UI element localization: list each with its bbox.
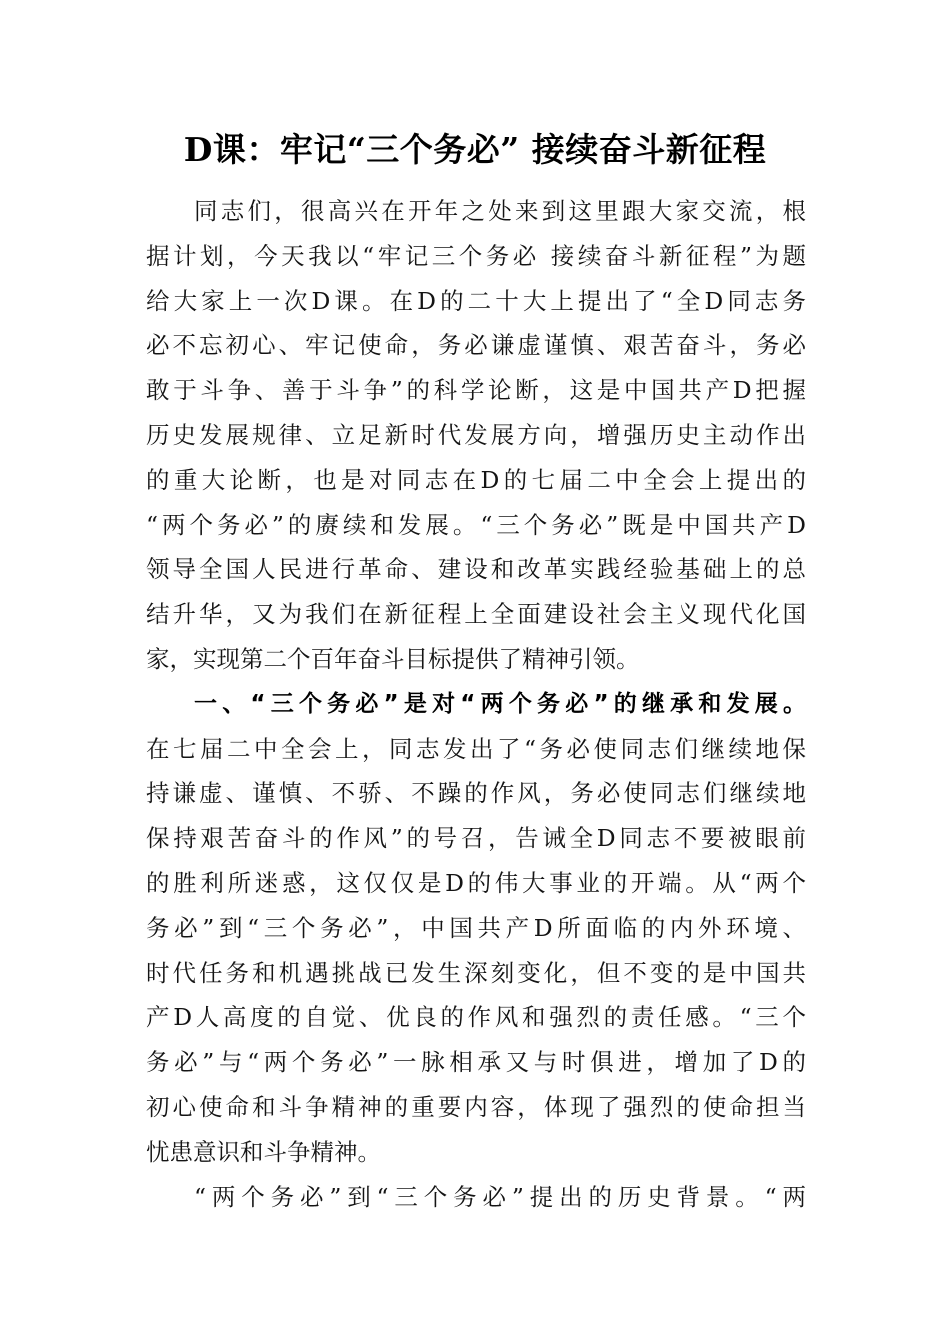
paragraph-line: 保持艰苦奋斗的作风”的号召，告诫全D同志不要被眼前 (146, 824, 806, 853)
paragraph-line: 家，实现第二个百年奋斗目标提供了精神引领。 (146, 645, 640, 673)
paragraph-line: 的重大论断，也是对同志在D的七届二中全会上提出的 (146, 465, 806, 494)
paragraph-line: 领导全国人民进行革命、建设和改革实践经验基础上的总 (146, 555, 806, 584)
paragraph-line: 给大家上一次D课。在D的二十大上提出了“全D同志务 (146, 286, 806, 315)
paragraph-line: 在七届二中全会上，同志发出了“务必使同志们继续地保 (146, 734, 806, 763)
paragraph-line: 持谦虚、谨慎、不骄、不躁的作风，务必使同志们继续地 (146, 779, 806, 808)
paragraph-line: 初心使命和斗争精神的重要内容，体现了强烈的使命担当 (146, 1093, 806, 1121)
paragraph-line: “两个务必”的赓续和发展。“三个务必”既是中国共产D (146, 510, 806, 539)
paragraph-line: 历史发展规律、立足新时代发展方向，增强历史主动作出 (146, 421, 806, 449)
paragraph-line: 时代任务和机遇挑战已发生深刻变化，但不变的是中国共 (146, 958, 806, 987)
paragraph-line: 同志们，很高兴在开年之处来到这里跟大家交流，根 (194, 197, 806, 225)
paragraph-line: 忧患意识和斗争精神。 (146, 1137, 381, 1166)
paragraph-line: 结升华，又为我们在新征程上全面建设社会主义现代化国 (146, 600, 806, 629)
paragraph-line: 必不忘初心、牢记使命，务必谦虚谨慎、艰苦奋斗，务必 (146, 331, 806, 360)
document-title: D课：牢记“三个务必” 接续奋斗新征程 (183, 130, 767, 169)
paragraph-line: 敢于斗争、善于斗争”的科学论断，这是中国共产D把握 (146, 376, 806, 405)
section-heading: 一、“三个务必”是对“两个务必”的继承和发展。 (194, 690, 806, 717)
paragraph-line: 产D人高度的自觉、优良的作风和强烈的责任感。“三个 (146, 1003, 806, 1032)
paragraph-line: “两个务必”到“三个务必”提出的历史背景。“两 (194, 1182, 806, 1211)
paragraph-line: 据计划，今天我以“牢记三个务必 接续奋斗新征程”为题 (146, 241, 806, 270)
paragraph-line: 务必”到“三个务必”，中国共产D所面临的内外环境、 (146, 913, 806, 942)
paragraph-line: 的胜利所迷惑，这仅仅是D的伟大事业的开端。从“两个 (146, 869, 806, 897)
paragraph-line: 务必”与“两个务必”一脉相承又与时俱进，增加了D的 (146, 1048, 806, 1077)
